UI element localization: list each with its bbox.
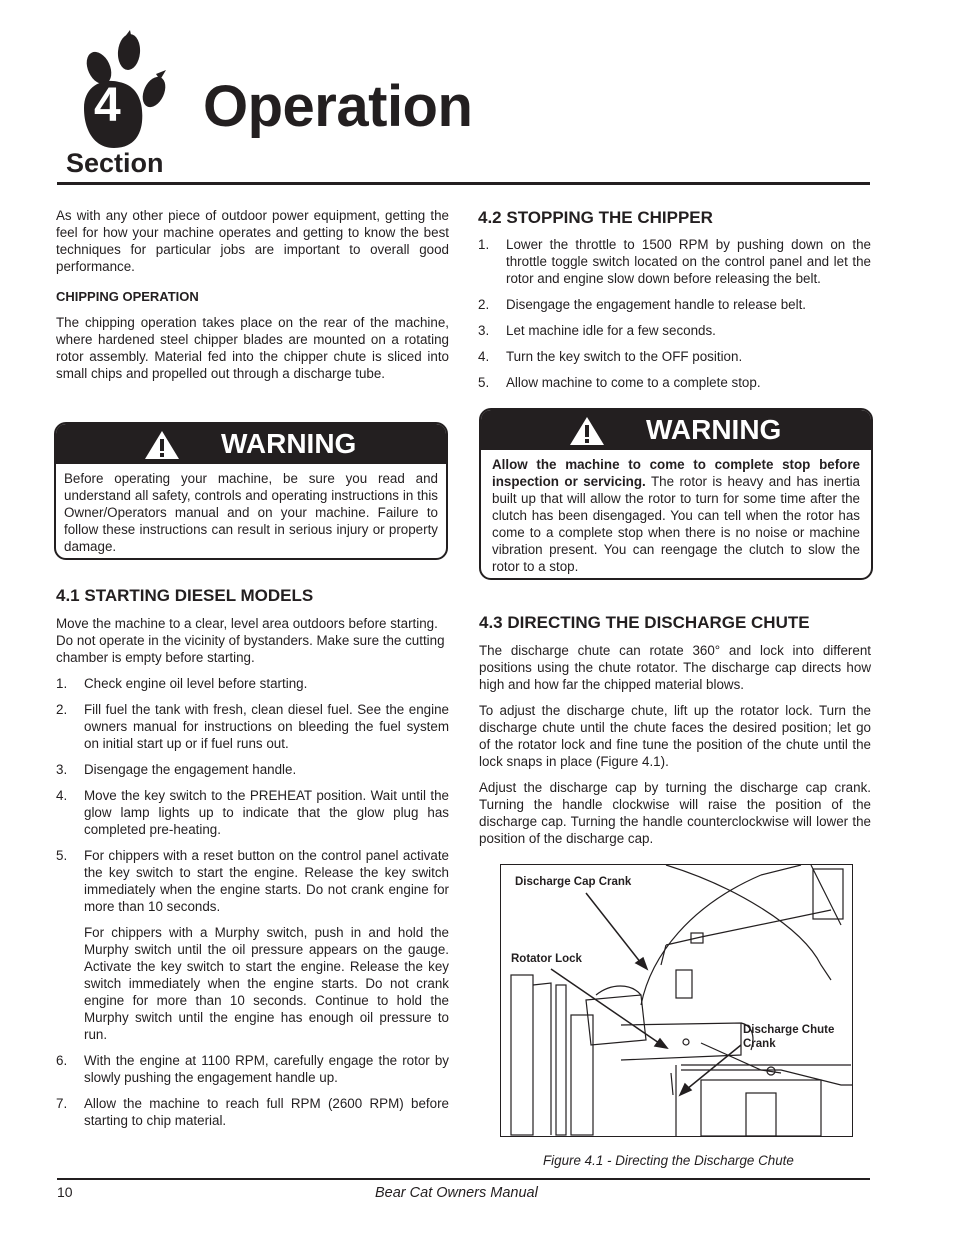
intro-paragraph: As with any other piece of outdoor power equipment, getting the feel for how your machine operates and getting to know the best techniques for particular jobs are important to overall good performance. — [56, 208, 449, 274]
list-item: For chippers with a Murphy switch, push in and hold the Murphy switch until the oil pressure appears on the gauge. Activate the key switch to start the engine. Release the key switch immediately when the engine starts. Do not crank engine for more than 10 seconds. Continue to hold the Murphy switch until the engine has enough oil pressure to run. — [84, 925, 449, 1042]
warning-triangle-icon — [569, 416, 605, 451]
section-4-3-paragraph: To adjust the discharge chute, lift up the rotator lock. Turn the discharge chute until the chute faces the desired position; let go of the rotator lock and fine tune the position of the chute until the lock snaps in place (Figure 4.1). — [479, 703, 871, 769]
footer-title: Bear Cat Owners Manual — [375, 1185, 538, 1201]
figure-label-chute-crank: Discharge Chute Crank — [743, 1024, 835, 1050]
warning-text: Allow the machine to come to complete stop before inspection or servicing. The rotor is heavy and has inertia built up that will allow the rotor to turn for some time after the clutch has been disengaged. You can tell when the rotor has come to a complete stop when there is no noise or machine vibration present. You can reengage the clutch to slow the rotor to a stop. — [492, 457, 860, 574]
list-item: 3. Let machine idle for a few seconds. — [478, 323, 716, 338]
section-4-2 — [478, 208, 871, 400]
warning-header — [481, 410, 871, 450]
warning-box-left — [54, 422, 448, 560]
section-4-3-paragraph: Adjust the discharge cap by turning the discharge cap crank. Turning the handle clockwise will raise the position of the discharge cap. Turning the handle counterclockwise will lower the position of the discharge cap. — [479, 780, 871, 846]
list-item: 6. With the engine at 1100 RPM, carefully engage the rotor by slowly pushing the engagement handle up. — [56, 1053, 449, 1085]
starting-steps-list — [56, 675, 449, 1129]
footer-rule — [57, 1178, 870, 1180]
header-rule — [57, 182, 870, 185]
figure-4-1 — [500, 864, 853, 1137]
section-4-3 — [479, 613, 871, 856]
figure-caption: Figure 4.1 - Directing the Discharge Chute — [543, 1153, 794, 1168]
section-4-3-paragraph: The discharge chute can rotate 360° and lock into different positions using the chute rotator. The discharge cap directs how high and how far the chipped material blows. — [479, 643, 871, 692]
stopping-steps-list — [478, 236, 871, 391]
list-item: 5. For chippers with a reset button on the control panel activate the key switch to start the engine. Release the key switch immediately when the engine starts. Do not crank engine for more than 10 seconds. — [56, 848, 449, 914]
page-title: Operation — [203, 74, 473, 139]
list-item: 5. Allow machine to come to a complete stop. — [478, 375, 761, 390]
chipping-paragraph: The chipping operation takes place on the rear of the machine, where hardened steel chipper blades are mounted on a rotating rotor assembly. Material fed into the chipper chute is sliced into small chips and propelled out through a discharge tube. — [56, 315, 449, 381]
section-number: 4 — [94, 79, 121, 132]
warning-label: WARNING — [646, 414, 782, 445]
section-4-1-heading: 4.1 STARTING DIESEL MODELS — [56, 586, 314, 605]
chipping-heading: CHIPPING OPERATION — [56, 289, 199, 304]
discharge-chute-illustration — [501, 865, 852, 1136]
section-4-3-heading: 4.3 DIRECTING THE DISCHARGE CHUTE — [479, 613, 810, 632]
list-item: 1. Lower the throttle to 1500 RPM by pushing down on the throttle toggle switch located on the control panel and let the rotor and engine slow down before releasing the belt. — [478, 237, 871, 286]
list-item: 4. Turn the key switch to the OFF position. — [478, 349, 743, 364]
paw-logo-icon — [74, 30, 174, 155]
section-4-2-heading: 4.2 STOPPING THE CHIPPER — [478, 208, 713, 227]
list-item: 4. Move the key switch to the PREHEAT position. Wait until the glow lamp lights up to indicate that the glow plug has completed pre-heating. — [56, 788, 449, 837]
figure-label-rotator-lock: Rotator Lock — [511, 953, 582, 965]
figure-label-cap-crank: Discharge Cap Crank — [515, 876, 632, 888]
warning-box-right — [479, 408, 873, 580]
section-4-1-intro: Move the machine to a clear, level area outdoors before starting. Do not operate in the vicinity of bystanders. Make sure the cutting chamber is empty before starting. — [56, 616, 445, 665]
warning-header — [56, 424, 446, 464]
page-number: 10 — [57, 1184, 73, 1200]
list-item: 7. Allow the machine to reach full RPM (2600 RPM) before starting to chip material. — [56, 1096, 449, 1128]
section-label: Section — [66, 148, 164, 178]
list-item: 2. Disengage the engagement handle to release belt. — [478, 297, 807, 312]
warning-text: Before operating your machine, be sure you read and understand all safety, controls and operating instructions in this Owner/Operators manual and on your machine. Failure to follow these instructions can result in serious injury or property damage. — [64, 471, 438, 554]
list-item: 1. Check engine oil level before starting. — [56, 676, 308, 691]
section-4-1 — [56, 586, 449, 1138]
warning-label: WARNING — [221, 428, 357, 459]
list-item: 3. Disengage the engagement handle. — [56, 762, 297, 777]
list-item: 2. Fill fuel the tank with fresh, clean diesel fuel. See the engine owners manual for instructions on bleeding the fuel system on initial start up or if fuel runs out. — [56, 702, 449, 751]
warning-triangle-icon — [144, 430, 180, 465]
left-column — [56, 207, 449, 391]
